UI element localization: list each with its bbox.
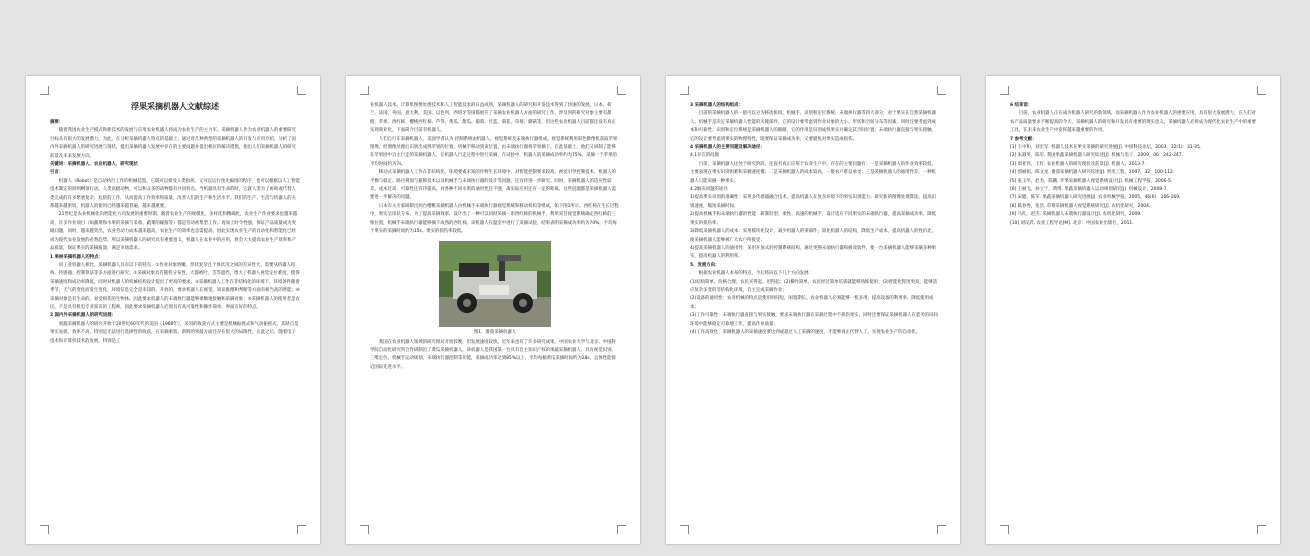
list-item: (2)设备的通用性：农业机械的特点是使用时间短，闲置期长。农业机器人必须能够一机多用，提高设备的利用率，降低使用成本； — [690, 296, 934, 310]
section-heading: 2 国内外采摘机器人的研究进展： — [50, 313, 117, 319]
paragraph: 目前的采摘机器人的一般可以分为移动机构、机械手、识别和定位系统、末端执行器等四大部分。对于果实在自然采摘机器人、机械手是决定采摘机器人性能的关键部件，它的设计要考虑到作业对象的大小、形状和空间分布等因素，同时还要考虑到成本和可靠性；识别和定位系统是采摘机器人的眼睛，它的作用是识别成熟果实并确定其空间位置；末端执行器直接与果实接触，它的设计要考虑到果实的物理特性，既要保证采摘成功率，又要避免对果实造成损伤。 — [690, 111, 936, 142]
page-corner-mark — [360, 525, 369, 534]
page-corner-mark — [617, 525, 626, 534]
section-heading: 7 参考文献： — [1010, 136, 1037, 142]
paragraph: 机器人（Robot）是自动执行工作的机械装置。它既可以接受人类指挥，又可以运行预先编排的程序，也可以根据以人工智能技术制定的原则纲领行动。人类高级动物，可以和众多的动物都有共同特点。当机器具有生命的时，它就人类为了协助或代替人类完成的许多繁重复杂、危险的工作，从而提高工作效率和质量，改善人们的生产和生活水平。我们的生产、生活与机器人的关系越来越密切，机器人的使用已经越来越普遍，越来越重要。 — [50, 178, 300, 210]
document-page-4 — [986, 76, 1280, 544]
page-corner-mark — [360, 86, 369, 95]
paragraph: 同工业机器人相比，采摘机器人具有以下的特点：①作业对象娇嫩、形状复杂且个体状况之间的差异性大，需要从机器人结构、传感器、控制算法等多方面进行研究；②采摘对象具有随机分布性，大都被叶、茎等遮挡，增大了机器人视觉定位难度，使得采摘速度和成功率降低，同时对机器人的机械结构设计提出了更高的要求；③采摘机器人工作在非结构化的环境下，环境条件随着季节、天气的变化而发生变化，环境信息完全是未知的、开放的，要求机器人在视觉、知识推理和判断等方面有相当高的智能；④采摘对象是有生命的，易受损伤的生物体，因此要求机器人的末端执行器能够柔顺地接触和采摘对象；⑤采摘机器人的使用者是农民，不是具有机电专业知识的工程师，因此要求采摘机器人必须具有高可靠性和操作简单、界面友好的特点。 — [50, 262, 300, 310]
section-heading: 5、发展方向： — [690, 262, 720, 268]
page-corner-mark — [297, 86, 306, 95]
reference-item: [3] 周亚伟，王红. 农业机器人的研究现状及前景[J]. 机器人，2013-7. — [1010, 161, 1146, 167]
paragraph: 果蔬采摘机器人的研究开始于20世纪60年代的美国（1968年），采用的收获方式主要是机械振摇式和气动振摇式，其缺点是果实易损，效率不高，特别是无法进行选择性的收获，在采摘柔软、新鲜的果蔬方面还存在很大的局限性。在此之后，随着电子技术和计算机技术的发展，特别是工 — [50, 321, 299, 344]
reference-item: [7] 宋健，陈军. 果蔬采摘机器人研究进展[J]. 农业机械学报，2005，46(6)：166-169. — [1010, 195, 1181, 201]
section-heading: 1 果树采摘机器人的特点： — [50, 254, 103, 260]
document-page-2 — [346, 76, 640, 544]
list-item: 1)提高果实识别的准确性：采用多传感器融合技术，提高机器人在复杂环境下的果实识别能力；研究新的图像处理算法，提高识别速度，缩短采摘时间； — [690, 195, 936, 209]
reference-item: [2] 朱淑英，陈军. 我国果蔬采摘机器人研究综述[J]. 机械与电子，2009，06：242-247. — [1010, 153, 1183, 159]
reference-item: [10] 刘汉武. 农业工程导论[M]. 北京：中国农业出版社，2011. — [1010, 220, 1134, 226]
list-item: (4)工作高效化：采摘机器人的采摘速度要达到或超过人工采摘的速度，才能够真正代替人工，实现农业生产的自动化。 — [690, 329, 921, 335]
page-corner-mark — [1000, 86, 1009, 95]
list-item: 2)提高机械手和末端执行器的性能：研制轻型、柔性、高速的机械手，设计适应不同果实的末端执行器，提高采摘成功率，降低果实的损伤率； — [690, 212, 936, 226]
paragraph: 根据农业机器人本身的特点，今后将向以下几个方向发展： — [698, 271, 813, 277]
page-corner-mark — [617, 86, 626, 95]
reference-item: [4] 郭丽娟，陈文星. 番茄采摘机器人研究综述[J]. 机电工程，2007，32：100-112. — [1010, 170, 1175, 176]
reference-item: [5] 张玉华，赵杰，陈鹏. 苹果采摘机器人视觉系统设计[J]. 机械工程学报，2006-5. — [1010, 178, 1173, 184]
section-heading: 4 采摘机器人的主要问题及解决途径： — [690, 145, 765, 151]
page-corner-mark — [1000, 525, 1009, 534]
reference-item: [8] 陈春秀，张浩. 草莓采摘机器人视觉系统研究[J]. 农机化研究，2004. — [1010, 203, 1151, 209]
keywords: 关键词：采摘机器人、农业机器人、研究现状 — [50, 162, 138, 168]
paragraph: 日本有关专家研制出两台樱桃采摘机器人由机械手末端执行器视觉系统和移动机构等组成，如下图1所示。西红柿在生长过程中，果实呈串状分布，为了提高采摘效率，设计出了一种可以同时采摘一串西红柿的机械手，利用双目视觉系统确定西红柿的三维位置，机械手末端执行器能够摘下成熟的西红柿。该机器人在温室中进行了采摘试验，结果表明采摘成功率约为70%，平均每个果实的采摘时间约为15s。果实的损伤率较低。 — [370, 203, 619, 235]
page-corner-mark — [297, 525, 306, 534]
list-item: (1)结构简单、价格合理，农民买得起、用得起；(2)操作简单，农民经过简单培训就能够熟练使用；(3)智能化程度更高，能够适应复杂多变的非结构化环境，自主完成采摘作业； — [690, 279, 937, 293]
tomato-picking-robot-image — [439, 241, 551, 327]
page-corner-mark — [1257, 86, 1266, 95]
list-item: 3)降低采摘机器人的成本：采用模块化设计，减少机器人的零部件，简化机器人的结构，降低生产成本，提高机器人的性价比，使采摘机器人能够被广大农户所接受； — [690, 229, 936, 243]
reference-item: [1] 王中和，刘宏军. 机器人技术在果实采摘的研究进展[J]. 中国科技论坛，2003，32(1)：31-35. — [1010, 145, 1202, 151]
paragraph: 目前，采摘机器人还处于研究阶段，还没有真正应用于农业生产中。存在的主要问题有：一是采摘机器人的作业效率较低，主要表现在果实识别困难和采摘速度慢；二是采摘机器人的成本较高，一般农户难以承受；三是采摘机器人的通用性差，一种机器人只能采摘一种果实。 — [690, 161, 936, 184]
list-item: 4)提高采摘机器人的通用性：采用开放式的控制系统结构，通过更换末端执行器和修改软件，使一台采摘机器人能够采摘多种果实，提高机器人的利用率。 — [690, 245, 936, 260]
paragraph: 人们自行车采摘机器人，美国学者认为 控制系统由机器人、视觉系统及末端执行器组成。视觉系统利用彩色摄像机获取苹果图像，经图像处理后识别出成熟苹果的位置，机械手移动到该位置，由末端执行器将苹果摘下。在此基础上，他们又研制了能够在苹果园中自主行走的采摘机器人，在机器人行走过程中进行采摘，在试验中，机器人的采摘成功率约为75%，采摘一个苹果的平均时间约为7s。 — [370, 136, 618, 167]
paragraph: 业机器人技术、计算机图像处理技术和人工智能技术的日益成熟，采摘机器人的研究和开发技术得到了快速的发展。日本、荷兰、法国、英国、意大利、美国、以色列、西班牙等国都展开了采摘农业机器人方面的研究工作，涉及到的研究对象主要有甜橙、苹果、西红柿、樱桃西红柿、芦笋、黄瓜、甜瓜、葡萄、甘蓝、菊花、草莓、蘑菇等，但这些农业机器人目前都还没有真正实现商业化，下面简介目前有机器人。 — [370, 103, 616, 134]
section-heading: 引言： — [50, 170, 64, 176]
paragraph: 随着我国农业生产模式和新技术的发展与应用农业机器人将成为农业生产的主力军。采摘机器人作为农业机器人的重要研究目标具有很大的发展潜力。为此，在分析采摘机器人特点的基础上，通过对几种典型的采摘机器人的开发与应用介绍，分析了国内外采摘机器人的研究进展与现状，提出采摘机器人发展中存在的主要问题并提出相应的解决措施，指出人们采摘机器人的研究前景及未来发展方向。 — [50, 128, 296, 159]
document-title: 浮果采摘机器人文献综述 — [131, 102, 219, 111]
subsection-heading: 4.2解决问题的途径 — [690, 187, 728, 193]
section-heading: 摘要： — [50, 120, 64, 125]
section-heading: 6 结束语： — [1010, 103, 1033, 108]
page-corner-mark — [937, 86, 946, 95]
page-corner-mark — [1257, 525, 1266, 534]
page-corner-mark — [680, 525, 689, 534]
reference-item: [6] 王丽飞，孙立宁，黄博. 果蔬采摘机器人运动规划研究[J]. 机械设计，2008-7. — [1010, 187, 1168, 193]
paragraph: 我国在农业机器人领域的研究相对开始较晚，但发展速度较快。近年来也有了许多研究成果。中国农业大学与北京、中国科学院自动化研究所合作研制出了黄瓜采摘机器人，该机器人是我国第一台具有自主知识产权的果蔬采摘机器人，具有视觉识别、三维定位、机械手运动规划、末端执行器控制等功能，采摘成功率达到85%以上，平均每根黄瓜采摘时间约为28s，总体性能接近国际先进水平。 — [370, 339, 616, 370]
paragraph: 21世纪是农业机械化向智能化方向发展的重要时期。随着农业生产的规模化、多样化和精确化，农业生产作业要求也越来越高，许多作业项目（如蔬菜和水果的采摘与采收、蔬菜的嫁接等）都是劳动密集型工作。再加上时令性强，保证产品质量成为突破问题，同时，越来越突出，农业劳动力成本越来越高，农业生产的效率也急需提高。因此实现农业生产的自动化和智能化已经成为现代农业发展的必然趋势，所以采摘机器人的研究具有重要意义，机器人在农业中的应用，将会大大提高农业生产效率和产品质量，保证果实的采摘质量，满足市场需求。 — [50, 212, 298, 252]
page-corner-mark — [40, 525, 49, 534]
page-corner-mark — [937, 525, 946, 534]
list-item: (3)工作可靠性：末端执行器直接与果实接触，要求末端执行器在采摘过程中不损伤果实，同时还要保证采摘机器人在恶劣的田间环境中能够稳定可靠地工作，提高作业质量； — [690, 313, 938, 327]
page-corner-mark — [40, 86, 49, 95]
subsection-heading: 4.1存在的问题 — [690, 153, 719, 159]
figure-caption: 图1：番茄采摘机器人 — [473, 329, 517, 335]
page-corner-mark — [680, 86, 689, 95]
reference-item: [9] 马红，赵杰. 采摘机器人末端执行器设计[J]. 农机化研究，2009. — [1010, 212, 1142, 218]
figure-robot-photo — [439, 241, 551, 327]
section-heading: 3 采摘机器人的结构组成： — [690, 103, 743, 108]
paragraph: 移动式采摘机器人工作在非结构化、环境要素未知的作物生长环境中，对智能控制要求较高。视觉引导控制技术、机器人的平衡与稳定、路径规划与避障技术以及机械手与末端执行器的设计等问题，还有待进一步研究。同时，采摘机器人的适应性较差，成本过高，可靠性还有待提高，对各种不同水果的通用性还不强，离实际应用还有一定的距离，这些问题都是采摘机器人需要进一步解决的问题。 — [370, 170, 616, 201]
paragraph: 目前，农业机器人正在成为机器人研究的新领域，而采摘机器人作为农业机器人的重要应用，具有很大发展潜力，在人们对农产品质量要求不断提高的今天，采摘机器人的研究和开发具有重要的现实意义，采摘机器人必将成为现代化农业生产中的重要工具，在未来农业生产中发挥越来越重要的作用。 — [1010, 111, 1256, 134]
document-page-3 — [666, 76, 960, 544]
document-page-1 — [26, 76, 320, 544]
